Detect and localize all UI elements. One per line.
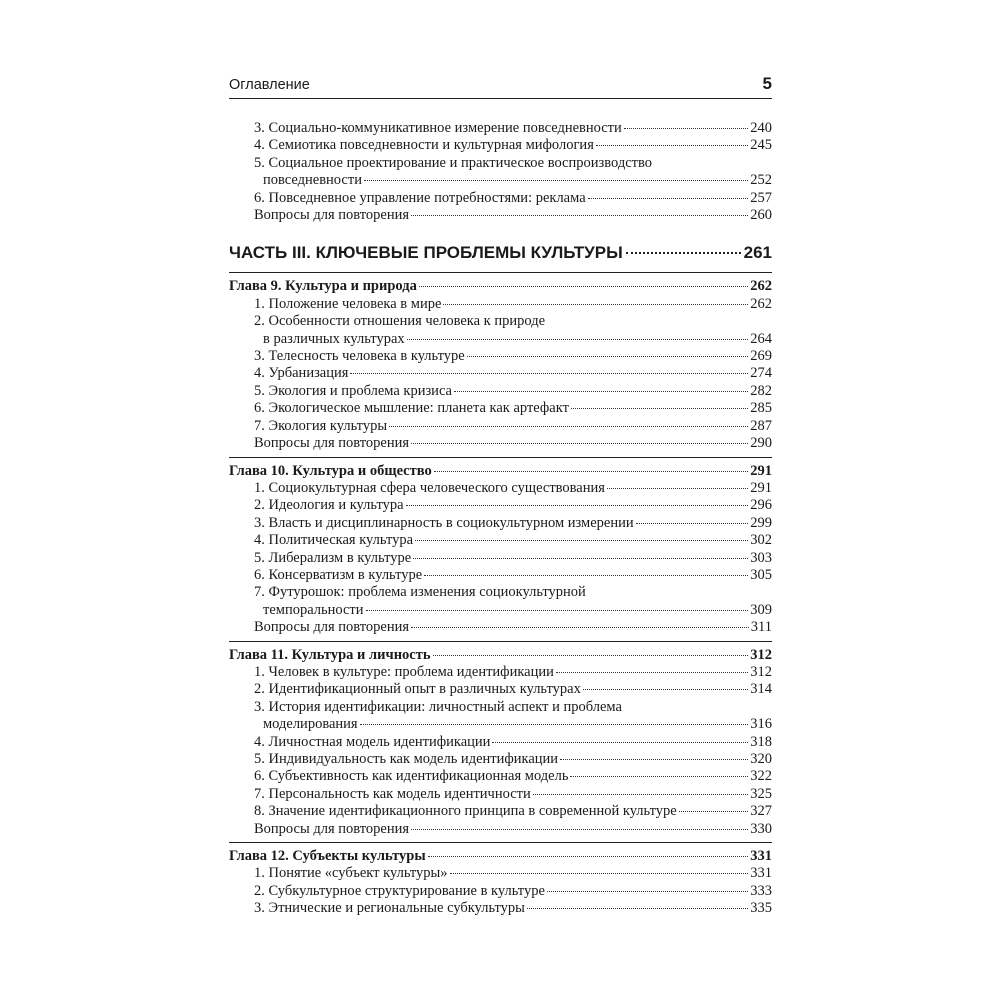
toc-item[interactable]: в различных культурах 264 — [263, 330, 772, 347]
toc-item-wrap-line: 3. История идентификации: личностный аспект и проблема — [254, 698, 622, 715]
toc-item[interactable]: 2. Субкультурное структурирование в культуре 333 — [254, 882, 772, 899]
toc-chapter — [229, 457, 772, 641]
toc-item[interactable]: Вопросы для повторения 260 — [254, 207, 772, 224]
toc-item-wrap-line: 5. Социальное проектирование и практическое воспроизводство — [254, 154, 652, 171]
toc-item-wrap-line: 7. Футурошок: проблема изменения социокультурной — [254, 584, 586, 601]
toc-item[interactable]: 8. Значение идентификационного принципа в современной культуре 327 — [254, 803, 772, 820]
toc-item[interactable]: 4. Политическая культура 302 — [254, 532, 772, 549]
toc-item[interactable]: 3. Этнические и региональные субкультуры 335 — [254, 900, 772, 917]
toc-part-heading[interactable]: ЧАСТЬ III. КЛЮЧЕВЫЕ ПРОБЛЕМЫ КУЛЬТУРЫ 261 — [229, 243, 772, 263]
toc-item[interactable]: 6. Экологическое мышление: планета как артефакт 285 — [254, 400, 772, 417]
running-head-title: Оглавление — [229, 77, 310, 93]
toc-item[interactable]: 6. Субъективность как идентификационная модель 322 — [254, 768, 772, 785]
toc-item[interactable]: 7. Персональность как модель идентичности 325 — [254, 785, 772, 802]
running-head — [229, 74, 772, 99]
toc-chapter-title[interactable]: Глава 12. Субъекты культуры 331 — [229, 848, 772, 865]
toc-section-top — [229, 120, 772, 224]
toc-item[interactable]: 1. Понятие «субъект культуры» 331 — [254, 865, 772, 882]
toc-item[interactable]: 3. Социально-коммуникативное измерение повседневности 240 — [254, 120, 772, 136]
toc-item[interactable]: 5. Индивидуальность как модель идентификации 320 — [254, 751, 772, 767]
toc-item[interactable]: 1. Положение человека в мире 262 — [254, 295, 772, 312]
toc-item[interactable]: повседневности 252 — [263, 172, 772, 189]
toc-item[interactable]: 4. Урбанизация 274 — [254, 365, 772, 382]
toc-item[interactable]: 3. Власть и дисциплинарность в социокультурном измерении 299 — [254, 514, 772, 531]
table-of-contents — [229, 120, 772, 922]
toc-item[interactable]: 4. Личностная модель идентификации 318 — [254, 733, 772, 750]
toc-item[interactable]: 2. Идентификационный опыт в различных культурах 314 — [254, 681, 772, 698]
toc-item-wrap-line: 2. Особенности отношения человека к природе — [254, 313, 546, 330]
toc-item[interactable]: 5. Экология и проблема кризиса 282 — [254, 382, 772, 399]
toc-item[interactable]: 3. Телесность человека в культуре 269 — [254, 348, 772, 365]
toc-item[interactable]: 6. Консерватизм в культуре 305 — [254, 566, 772, 583]
toc-chapter-title[interactable]: Глава 9. Культура и природа 262 — [229, 278, 772, 295]
toc-chapter — [229, 842, 772, 922]
toc-item[interactable]: Вопросы для повторения 311 — [254, 619, 772, 636]
page-number: 5 — [762, 74, 772, 93]
toc-chapter-title[interactable]: Глава 10. Культура и общество 291 — [229, 462, 772, 479]
toc-item[interactable]: 7. Экология культуры 287 — [254, 417, 772, 434]
toc-chapter — [229, 272, 772, 456]
toc-item[interactable]: Вопросы для повторения 290 — [254, 435, 772, 452]
toc-item[interactable]: 5. Либерализм в культуре 303 — [254, 549, 772, 566]
toc-item[interactable]: моделирования 316 — [263, 716, 772, 733]
toc-item[interactable]: 1. Человек в культуре: проблема идентификации 312 — [254, 663, 772, 680]
toc-item[interactable]: 4. Семиотика повседневности и культурная мифология 245 — [254, 137, 772, 154]
toc-item[interactable]: Вопросы для повторения 330 — [254, 820, 772, 837]
toc-chapter — [229, 641, 772, 842]
toc-item[interactable]: 2. Идеология и культура 296 — [254, 497, 772, 514]
toc-item[interactable]: 6. Повседневное управление потребностями: реклама 257 — [254, 189, 772, 206]
toc-item[interactable]: 1. Социокультурная сфера человеческого существования 291 — [254, 479, 772, 496]
toc-item[interactable]: темпоральности 309 — [263, 601, 772, 618]
toc-chapter-title[interactable]: Глава 11. Культура и личность 312 — [229, 646, 772, 663]
